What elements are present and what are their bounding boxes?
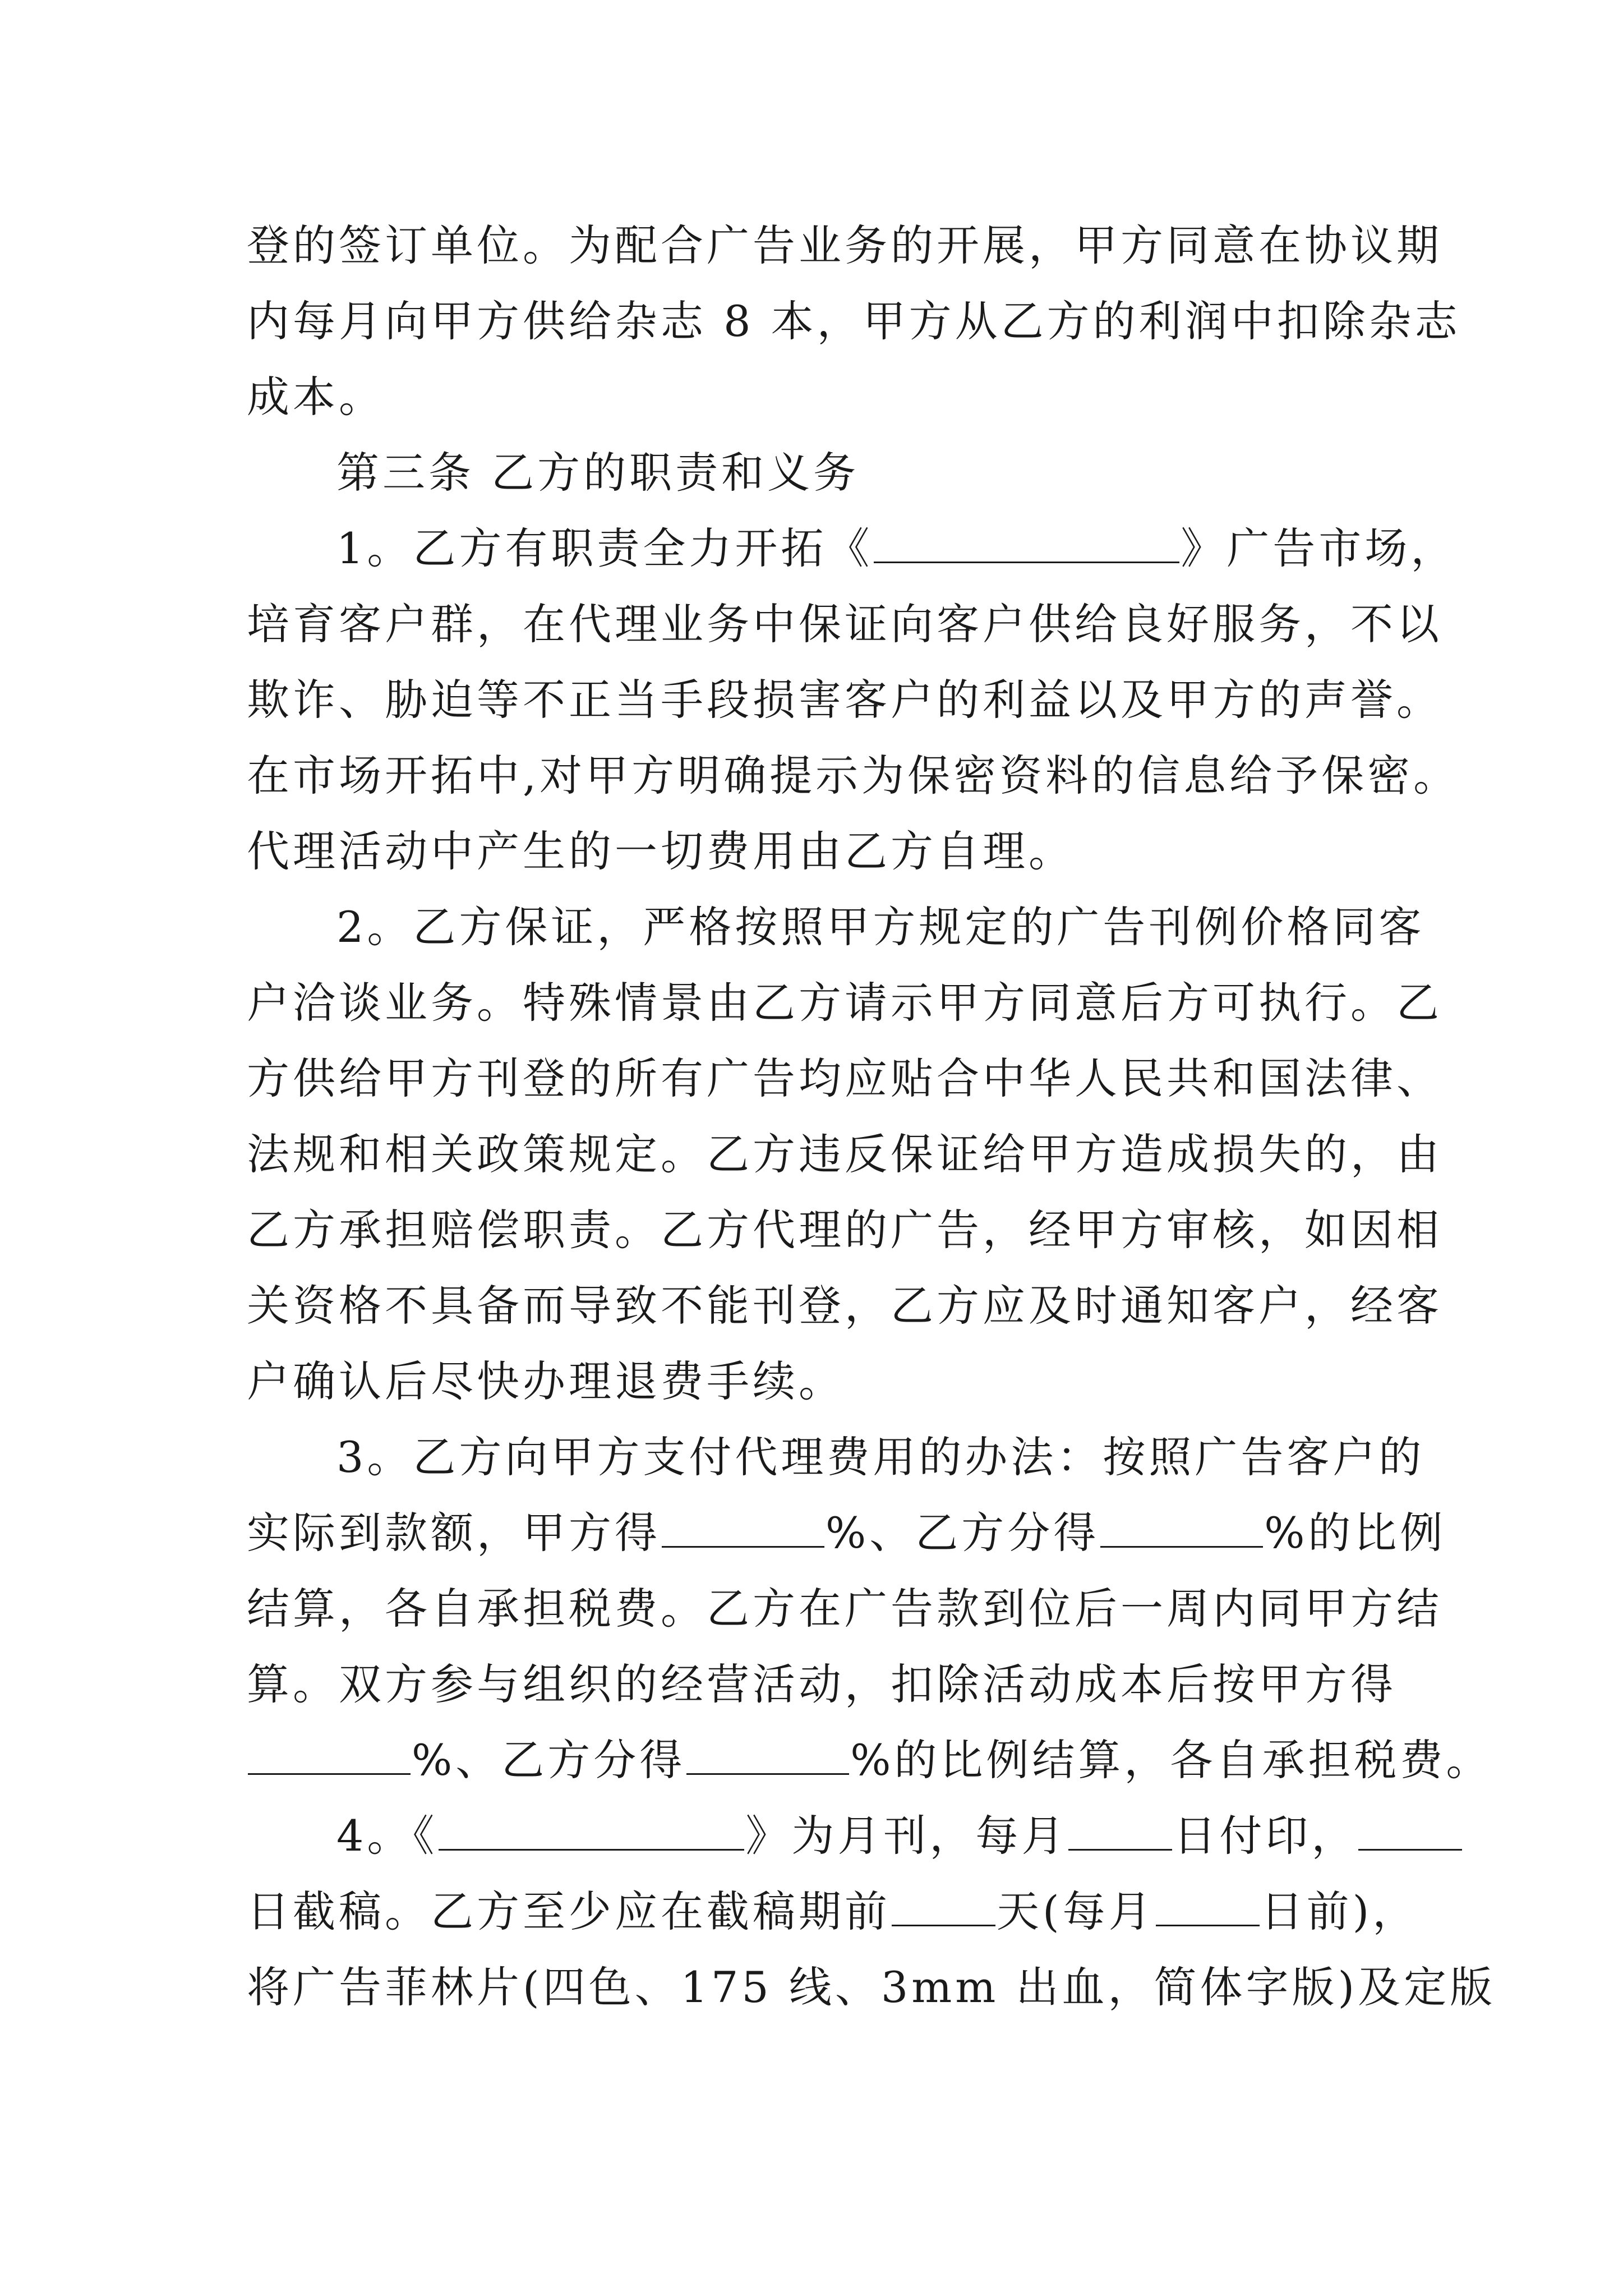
paragraph-line: 结算，各自承担税费。乙方在广告款到位后一周内同甲方结 xyxy=(247,1584,1442,1634)
blank-field xyxy=(874,516,1179,563)
text-segment: 4。《 xyxy=(336,1811,438,1861)
paragraph-line: 算。双方参与组织的经营活动，扣除活动成本后按甲方得 xyxy=(247,1659,1396,1709)
paragraph-line xyxy=(247,510,1457,586)
paragraph-line xyxy=(247,1874,1419,1949)
paragraph-line: 户确认后尽快办理退费手续。 xyxy=(247,1356,845,1406)
text-segment: %、乙方分得 xyxy=(826,1508,1100,1558)
blank-field xyxy=(1358,1803,1462,1851)
text-segment: 天(每月 xyxy=(997,1887,1155,1936)
text-segment: 日前)， xyxy=(1260,1887,1419,1936)
blank-field xyxy=(662,1500,824,1548)
text-segment: 日付印， xyxy=(1173,1811,1358,1861)
text-segment: 》广告市场， xyxy=(1181,523,1457,573)
blank-field xyxy=(686,1727,849,1775)
text-segment: 日截稿。乙方至少应在截稿期前 xyxy=(247,1887,891,1936)
paragraph-line: 乙方承担赔偿职责。乙方代理的广告，经甲方审核，如因相 xyxy=(247,1205,1442,1255)
section-heading: 第三条 乙方的职责和义务 xyxy=(336,448,860,498)
paragraph-line: 关资格不具备而导致不能刊登，乙方应及时通知客户，经客 xyxy=(247,1281,1442,1331)
text-segment: %、乙方分得 xyxy=(412,1735,686,1785)
paragraph-line: 2。乙方保证，严格按照甲方规定的广告刊例价格同客 xyxy=(336,902,1425,952)
text-segment: %的比例结算，各自承担税费。 xyxy=(850,1735,1492,1785)
paragraph-line xyxy=(247,1798,1380,1874)
blank-field xyxy=(439,1803,744,1851)
text-segment: 实际到款额，甲方得 xyxy=(247,1508,661,1558)
paragraph-line: 培育客户群，在代理业务中保证向客户供给良好服务，不以 xyxy=(247,599,1442,649)
paragraph-line: 在市场开拓中,对甲方明确提示为保密资料的信息给予保密。 xyxy=(247,751,1460,800)
paragraph-line: 户洽谈业务。特殊情景由乙方请示甲方同意后方可执行。乙 xyxy=(247,978,1442,1028)
paragraph-line: 欺诈、胁迫等不正当手段损害客户的利益以及甲方的声誉。 xyxy=(247,675,1442,725)
text-segment: 1。乙方有职责全力开拓《 xyxy=(336,523,873,573)
blank-field xyxy=(1068,1803,1172,1851)
blank-field xyxy=(892,1879,995,1926)
blank-field xyxy=(248,1727,411,1775)
paragraph-line: 代理活动中产生的一切费用由乙方自理。 xyxy=(247,826,1075,876)
blank-field xyxy=(1100,1500,1263,1548)
paragraph-line: 法规和相关政策规定。乙方违反保证给甲方造成损失的，由 xyxy=(247,1129,1442,1179)
paragraph-line: 内每月向甲方供给杂志 8 本，甲方从乙方的利润中扣除杂志 xyxy=(247,296,1461,346)
paragraph-line: 登的签订单位。为配合广告业务的开展，甲方同意在协议期 xyxy=(247,220,1442,270)
text-segment: %的比例 xyxy=(1264,1508,1446,1558)
text-segment: 》为月刊，每月 xyxy=(745,1811,1068,1861)
paragraph-line xyxy=(247,1722,1492,1798)
paragraph-line: 方供给甲方刊登的所有广告均应贴合中华人民共和国法律、 xyxy=(247,1053,1442,1103)
blank-field xyxy=(1156,1879,1260,1926)
paragraph-line xyxy=(247,1495,1446,1571)
paragraph-line: 将广告菲林片(四色、175 线、3mm 出血，简体字版)及定版 xyxy=(247,1962,1496,2012)
paragraph-line: 成本。 xyxy=(247,372,385,422)
document-body xyxy=(247,208,1496,2025)
paragraph-line: 3。乙方向甲方支付代理费用的办法：按照广告客户的 xyxy=(336,1432,1425,1482)
